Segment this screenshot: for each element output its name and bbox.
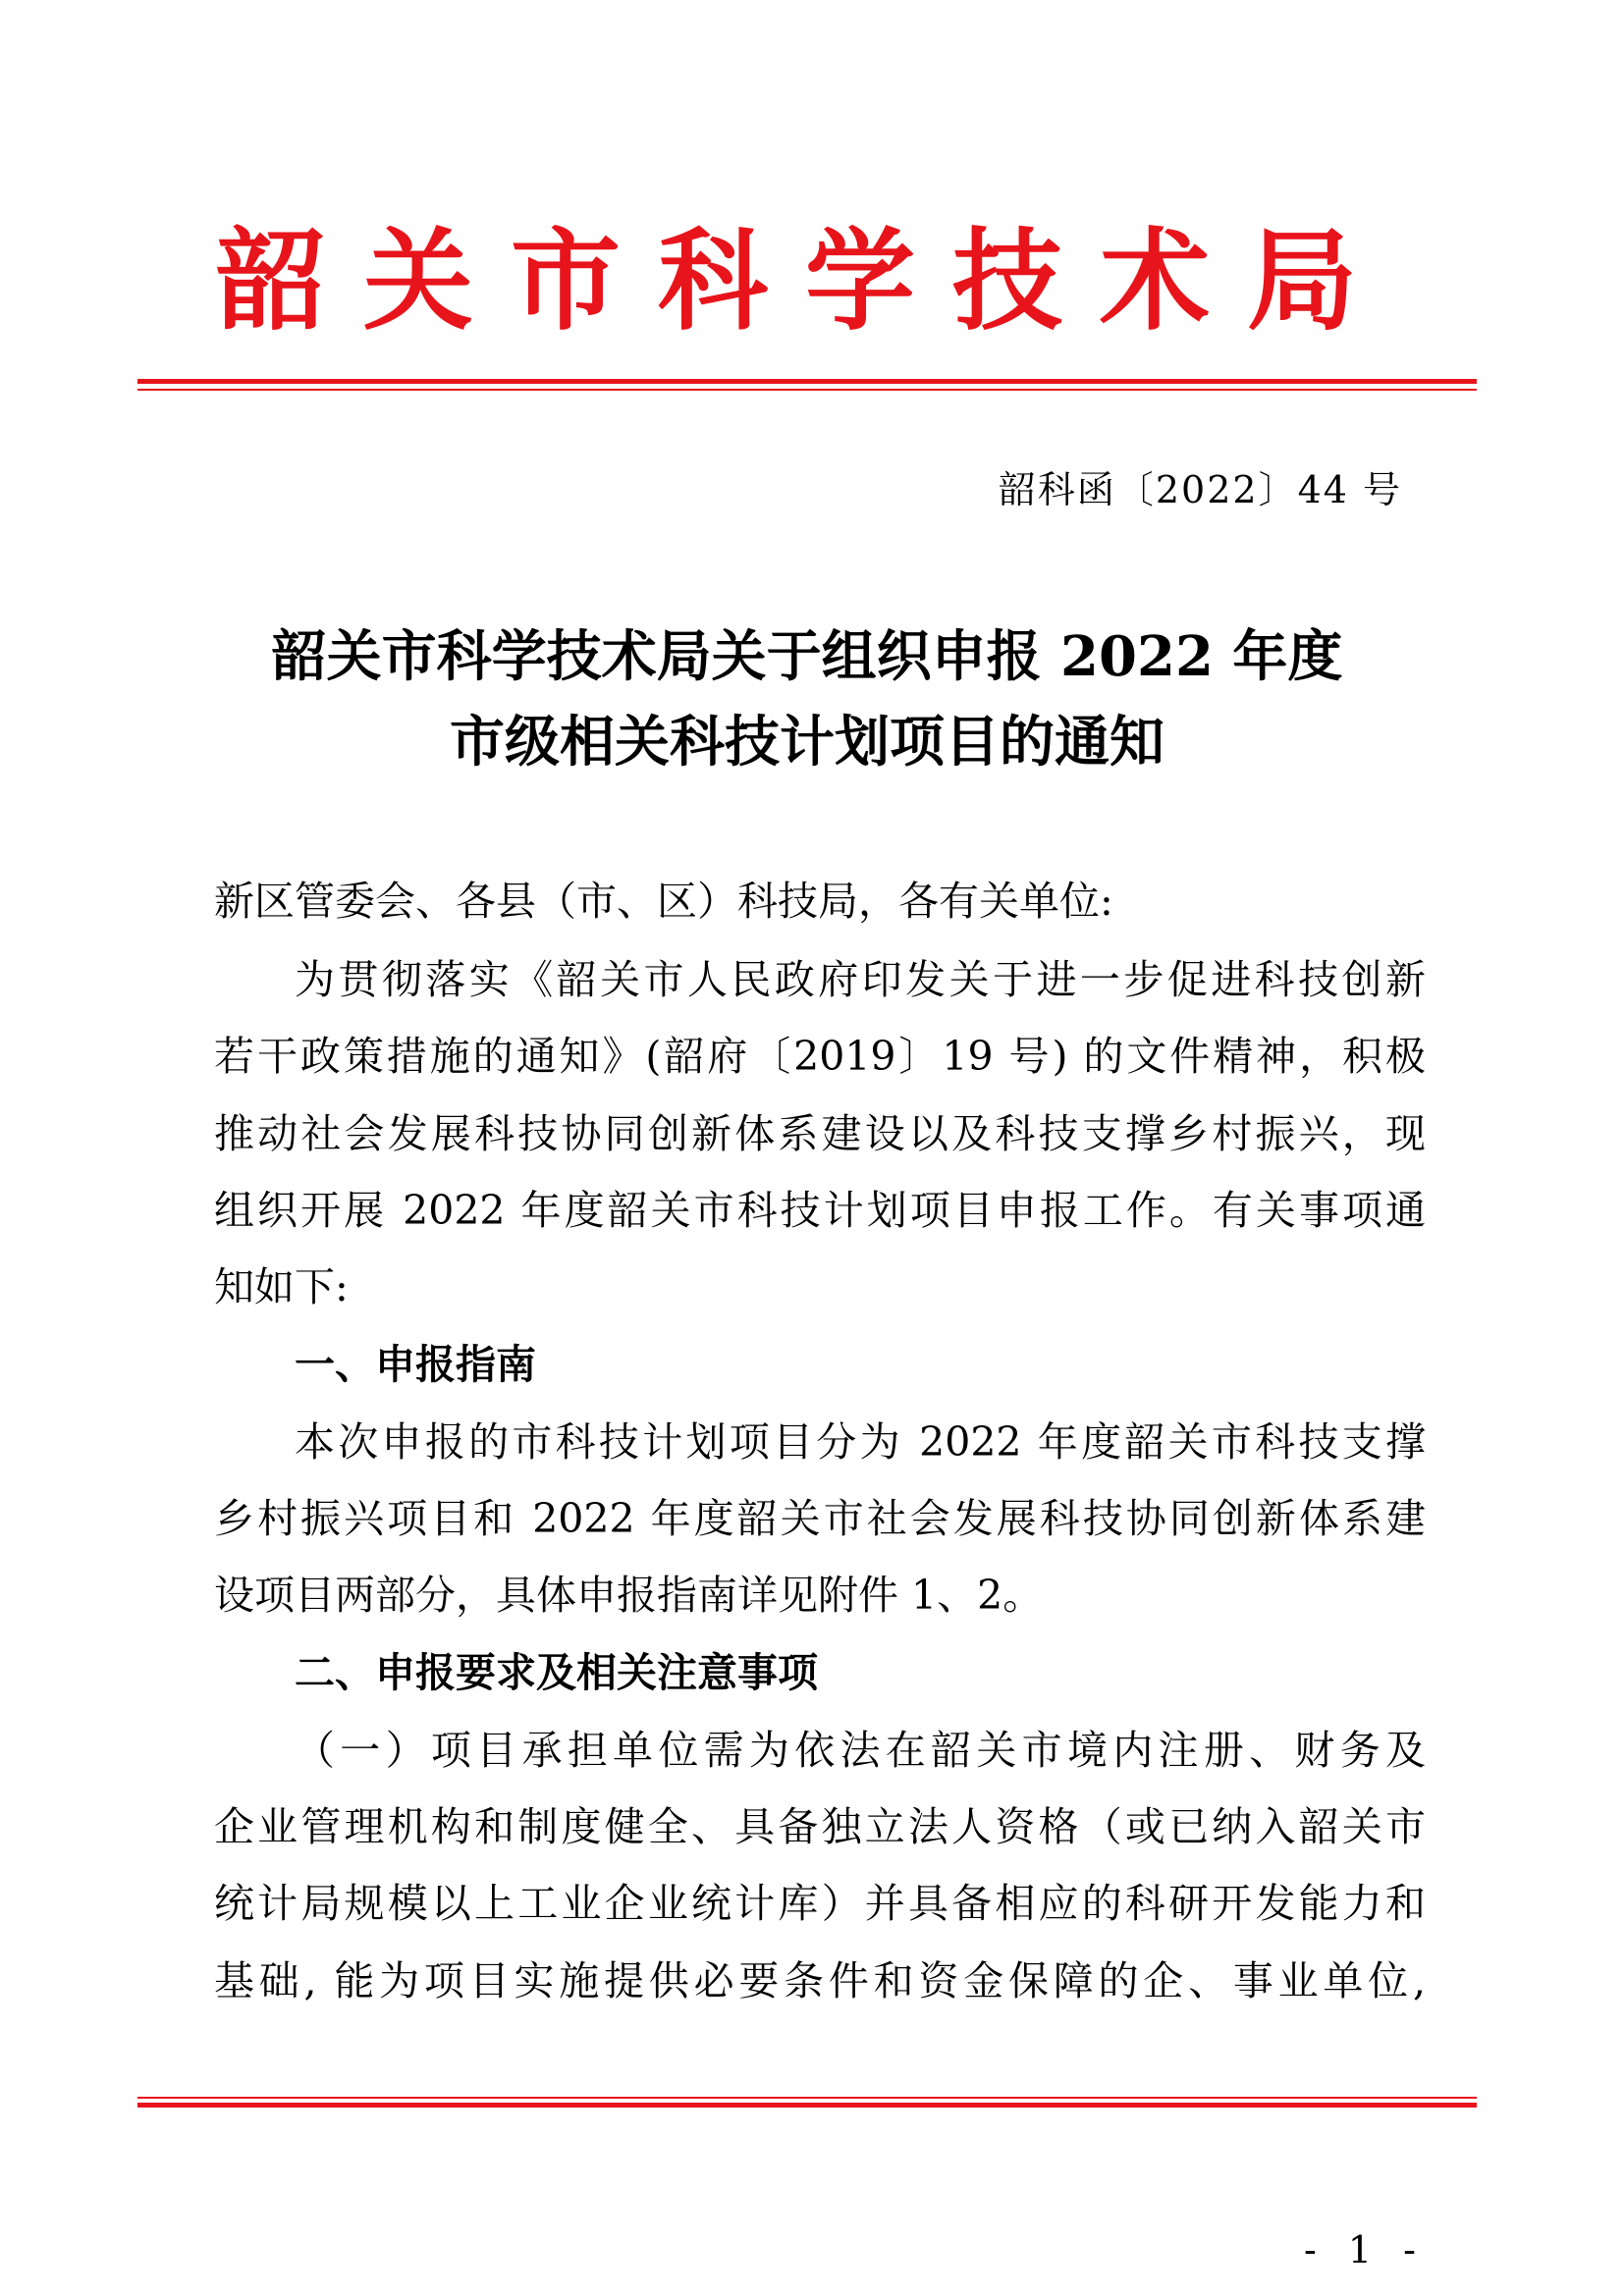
intro-line: 推动社会发展科技协同创新体系建设以及科技支撑乡村振兴，现 [214,1110,1426,1157]
masthead-rule-thin [137,389,1477,391]
section2-line: 基础, 能为项目实施提供必要条件和资金保障的企、事业单位, [214,1957,1426,2004]
notice-title-line-2: 市级相关科技计划项目的通知 [450,710,1164,774]
section-heading-guide: 一、申报指南 [295,1341,536,1388]
section2-line: （一）项目承担单位需为依法在韶关市境内注册、财务及 [295,1727,1426,1774]
section-heading-requirements: 二、申报要求及相关注意事项 [295,1649,818,1696]
section1-line: 设项目两部分，具体申报指南详见附件 1、2。 [214,1572,1044,1619]
section2-line: 企业管理机构和制度健全、具备独立法人资格（或已纳入韶关市 [214,1803,1426,1850]
footer-rule-thin [137,2097,1477,2099]
section2-line: 统计局规模以上工业企业统计库）并具备相应的科研开发能力和 [214,1880,1426,1927]
section1-line: 乡村振兴项目和 2022 年度韶关市社会发展科技协同创新体系建 [214,1495,1426,1542]
section1-line: 本次申报的市科技计划项目分为 2022 年度韶关市科技支撑 [295,1418,1426,1466]
masthead-rule-thick [137,379,1477,384]
intro-line: 组织开展 2022 年度韶关市科技计划项目申报工作。有关事项通 [214,1187,1426,1234]
document-number: 韶科函〔2022〕44 号 [998,468,1402,511]
notice-title-line-1: 韶关市科学技术局关于组织申报 2022 年度 [271,624,1343,689]
intro-line: 若干政策措施的通知》(韶府〔2019〕19 号) 的文件精神，积极 [214,1033,1426,1080]
footer-rule-thick [137,2103,1477,2108]
recipient-line: 新区管委会、各县（市、区）科技局，各有关单位: [214,878,1113,925]
intro-line: 知如下: [214,1263,349,1310]
page-number: - 1 - [1303,2228,1426,2271]
intro-line: 为贯彻落实《韶关市人民政府印发关于进一步促进科技创新 [295,956,1426,1003]
masthead-title: 韶关市科学技术局 [216,217,1394,346]
